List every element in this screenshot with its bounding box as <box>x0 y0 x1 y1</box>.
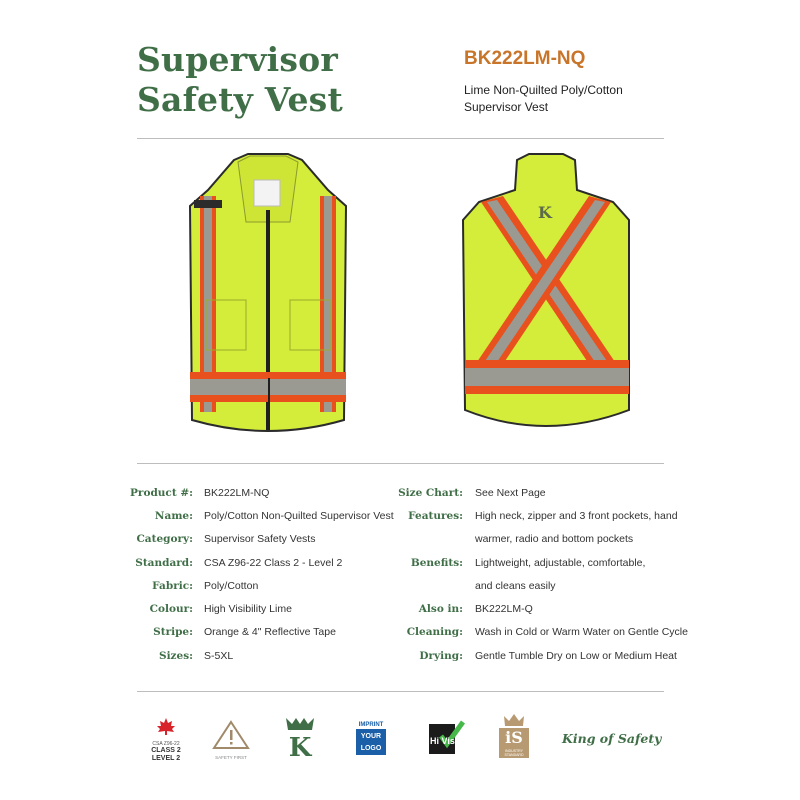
spec-label-category: Category: <box>136 533 193 545</box>
svg-text:K: K <box>538 203 552 222</box>
imprint-logo <box>355 722 387 755</box>
vest-front-image <box>178 150 358 442</box>
spec-value-name: Poly/Cotton Non-Quilted Supervisor Vest <box>204 510 394 522</box>
spec-label-colour: Colour: <box>149 603 193 615</box>
hivis-text: Hi Vis <box>430 736 455 746</box>
divider-top <box>137 138 664 139</box>
imprint-line-2: LOGO <box>360 745 382 752</box>
spec-value-drying: Gentle Tumble Dry on Low or Medium Heat <box>475 650 677 662</box>
spec-label-name: Name: <box>154 510 193 522</box>
spec-label-drying: Drying: <box>419 650 463 662</box>
spec-value-benefits-1: Lightweight, adjustable, comfortable, <box>475 557 646 569</box>
king-of-safety-logo: King of Safety <box>562 731 662 746</box>
spec-label-product: Product #: <box>130 487 193 499</box>
spec-value-category: Supervisor Safety Vests <box>204 533 316 545</box>
csa-line-2: CLASS 2 <box>151 747 181 754</box>
subtitle-line-1: Lime Non-Quilted Poly/Cotton <box>464 83 623 97</box>
spec-value-standard: CSA Z96-22 Class 2 - Level 2 <box>204 557 343 569</box>
is-sub-text: INDUSTRY STANDARD <box>504 749 524 757</box>
safety-first-logo <box>212 720 250 760</box>
spec-value-cleaning: Wash in Cold or Warm Water on Gentle Cycle <box>475 626 688 638</box>
spec-value-size-chart: See Next Page <box>475 487 546 499</box>
spec-value-stripe: Orange & 4" Reflective Tape <box>204 626 336 638</box>
csa-logo <box>146 716 186 763</box>
spec-value-colour: High Visibility Lime <box>204 603 292 615</box>
spec-label-features: Features: <box>408 510 463 522</box>
title-line-1: Supervisor <box>137 40 338 79</box>
warning-triangle-icon <box>212 720 250 750</box>
imprint-line-1: YOUR <box>360 733 382 740</box>
spec-label-benefits: Benefits: <box>410 557 463 569</box>
csa-line-1: CSA Z96-22 <box>152 741 180 747</box>
spec-value-features-1: High neck, zipper and 3 front pockets, hand <box>475 510 678 522</box>
spec-value-product: BK222LM-NQ <box>204 487 270 499</box>
spec-label-cleaning: Cleaning: <box>406 626 463 638</box>
vest-back-image <box>453 150 638 442</box>
hivis-logo <box>425 718 465 758</box>
spec-label-sizes: Sizes: <box>158 650 193 662</box>
spec-label-fabric: Fabric: <box>152 580 193 592</box>
subtitle-line-2: Supervisor Vest <box>464 100 549 114</box>
csa-maple-icon <box>146 716 186 736</box>
spec-label-stripe: Stripe: <box>153 626 193 638</box>
title-line-2: Safety Vest <box>137 80 343 119</box>
crown-k-icon <box>284 716 316 760</box>
spec-label-standard: Standard: <box>135 557 193 569</box>
page-title <box>137 40 343 120</box>
spec-label-also-in: Also in: <box>418 603 463 615</box>
is-text: iS <box>505 728 523 747</box>
spec-value-features-2: warmer, radio and bottom pockets <box>475 533 634 545</box>
spec-value-fabric: Poly/Cotton <box>204 580 259 592</box>
product-code: BK222LM-NQ <box>464 48 586 69</box>
divider-bottom <box>137 691 664 692</box>
spec-value-benefits-2: and cleans easily <box>475 580 556 592</box>
product-subtitle <box>464 82 654 116</box>
spec-value-sizes: S-5XL <box>204 650 234 662</box>
imprint-logo-icon <box>356 729 386 755</box>
divider-middle <box>137 463 664 464</box>
safety-first-text: SAFETY FIRST <box>215 755 247 760</box>
svg-text:K: K <box>288 733 312 760</box>
csa-line-3: LEVEL 2 <box>151 755 181 762</box>
imprint-top-text: IMPRINT <box>358 722 384 728</box>
spec-label-size-chart: Size Chart: <box>398 487 463 499</box>
spec-value-also-in: BK222LM-Q <box>475 603 533 615</box>
industry-standard-logo <box>496 712 532 760</box>
